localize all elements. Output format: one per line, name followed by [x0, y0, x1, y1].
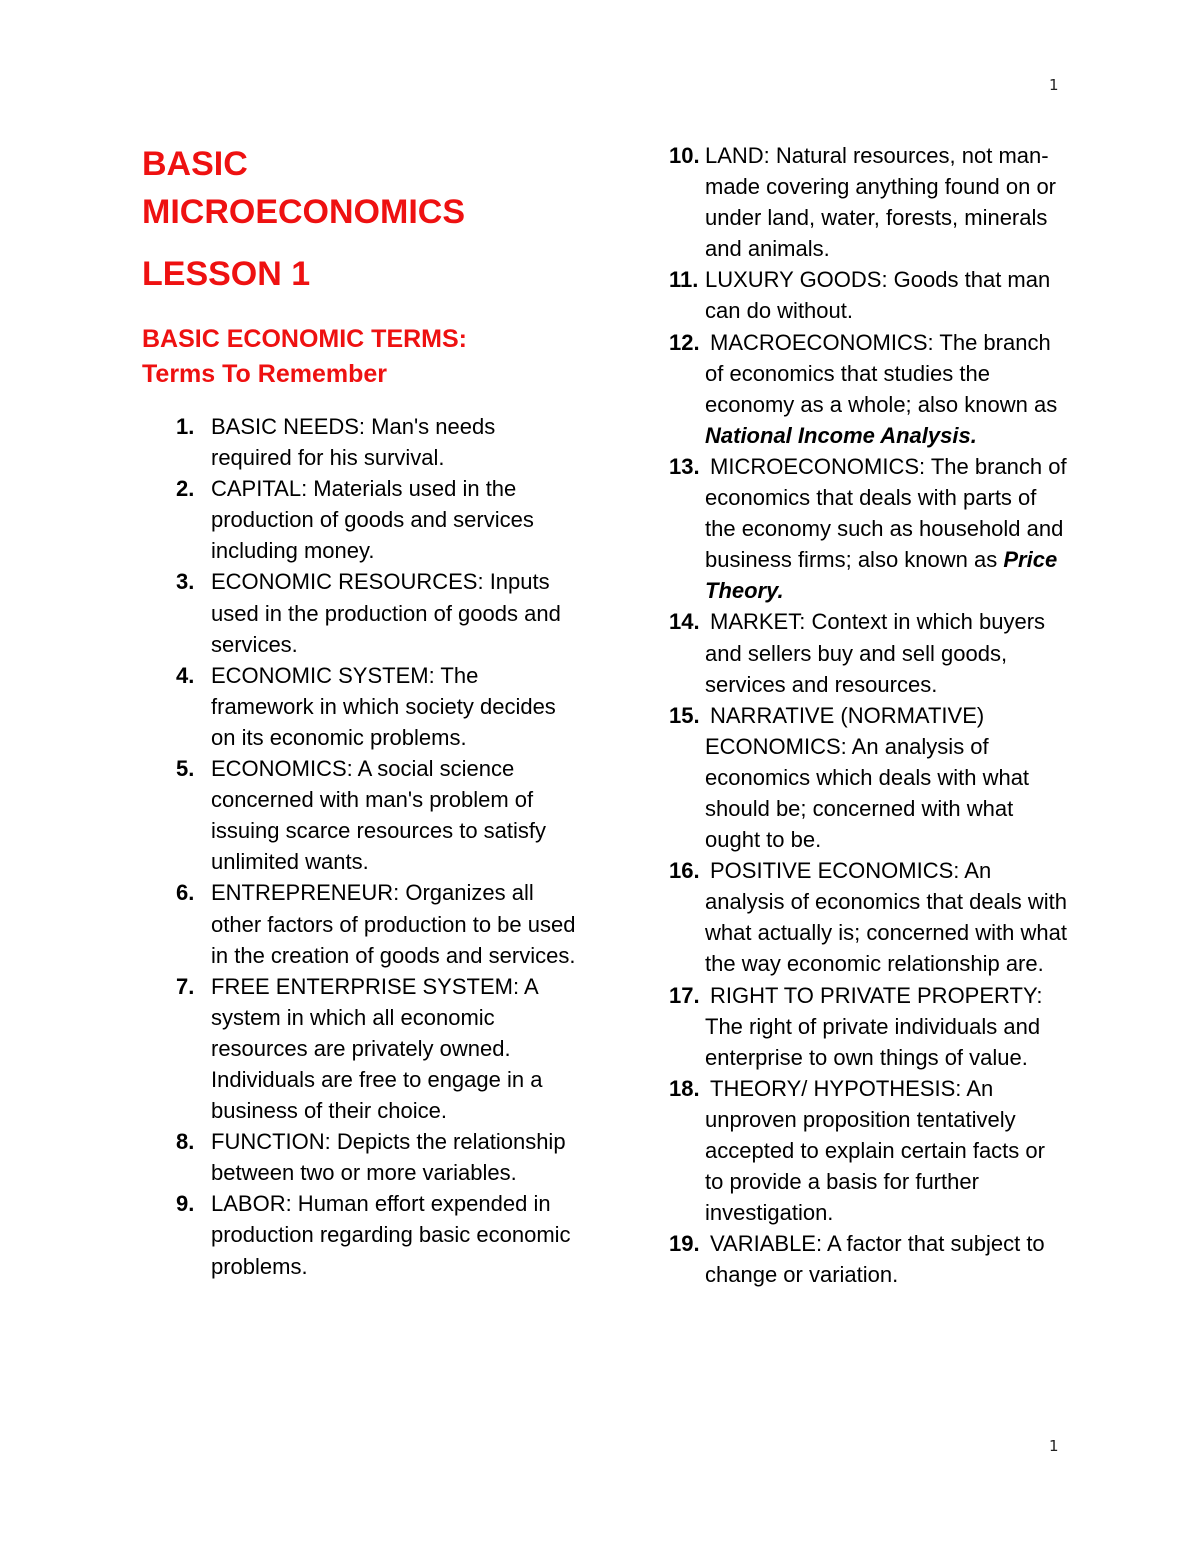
term-item — [142, 660, 582, 753]
term-number: 6. — [176, 880, 195, 906]
term-number: 2. — [176, 476, 195, 502]
subheading-line-2: Terms To Remember — [142, 360, 387, 388]
title-line-2: MICROECONOMICS — [142, 193, 465, 231]
term-text: MARKET: Context in which buyers and sellers buy and sell goods, services and resources. — [705, 609, 1046, 697]
term-number: 9. — [176, 1191, 195, 1217]
term-number: 18. — [669, 1075, 700, 1101]
terms-list-left — [142, 411, 582, 1282]
term-item — [142, 411, 582, 473]
term-text: LUXURY GOODS: Goods that man can do without. — [705, 267, 1051, 324]
term-number: 16. — [669, 858, 700, 884]
term-item — [142, 566, 582, 659]
term-item — [142, 753, 582, 877]
term-item — [142, 1126, 582, 1188]
term-item — [669, 700, 1069, 855]
term-text: ECONOMICS: A social science concerned with man's problem of issuing scarce resources to satisfy unlimited wants. — [211, 756, 547, 875]
document-title — [142, 140, 465, 236]
term-text: NARRATIVE (NORMATIVE) ECONOMICS: An analysis of economics which deals with what should be; concerned with what ought to be. — [705, 702, 1030, 853]
term-emphasis: Price Theory. — [705, 547, 1058, 604]
term-number: 14. — [669, 609, 700, 635]
term-number: 12. — [669, 329, 700, 355]
term-text: ENTREPRENEUR: Organizes all other factors of production to be used in the creation of goods and services. — [211, 880, 576, 968]
term-item — [669, 1073, 1069, 1228]
term-number: 3. — [176, 569, 195, 595]
term-text: FUNCTION: Depicts the relationship between two or more variables. — [211, 1129, 566, 1186]
term-text: THEORY/ HYPOTHESIS: An unproven proposition tentatively accepted to explain certain facts or to provide a basis for further investigation. — [705, 1075, 1045, 1226]
term-item — [142, 473, 582, 566]
term-number: 10. — [669, 143, 700, 168]
term-text: VARIABLE: A factor that subject to change or variation. — [705, 1231, 1045, 1288]
section-subheading — [142, 322, 467, 392]
term-text: ECONOMIC RESOURCES: Inputs used in the production of goods and services. — [211, 569, 561, 657]
term-number: 15. — [669, 702, 700, 728]
term-number: 5. — [176, 756, 195, 782]
term-item — [669, 451, 1069, 606]
term-text: BASIC NEEDS: Man's needs required for his survival. — [211, 414, 496, 471]
term-item — [669, 264, 1069, 326]
term-text: LAND: Natural resources, not man-made covering anything found on or under land, water, forests, minerals and animals. — [705, 143, 1057, 262]
term-text: POSITIVE ECONOMICS: An analysis of economics that deals with what actually is; concerned with what the way economic relationship are. — [705, 858, 1067, 977]
term-number: 11. — [669, 267, 699, 293]
term-number: 7. — [176, 973, 195, 999]
term-text: CAPITAL: Materials used in the production of goods and services including money. — [211, 476, 534, 564]
term-text: FREE ENTERPRISE SYSTEM: A system in which all economic resources are privately owned. Individuals are free to engage in a business of their choice. — [211, 973, 543, 1124]
term-text: RIGHT TO PRIVATE PROPERTY: The right of private individuals and enterprise to own things of value. — [705, 982, 1043, 1070]
term-item — [142, 877, 582, 970]
term-text: LABOR: Human effort expended in production regarding basic economic problems. — [211, 1191, 571, 1279]
term-item — [142, 1188, 582, 1281]
term-number: 13. — [669, 453, 700, 479]
term-item — [669, 855, 1069, 979]
term-text: MACROECONOMICS: The branch of economics that studies the economy as a whole; also known as — [705, 329, 1058, 417]
term-item — [669, 980, 1069, 1073]
title-line-1: BASIC — [142, 145, 248, 183]
term-item — [669, 327, 1069, 451]
term-text: ECONOMIC SYSTEM: The framework in which society decides on its economic problems. — [211, 662, 556, 750]
page-number-bottom: 1 — [1049, 1437, 1059, 1455]
term-item — [142, 971, 582, 1126]
term-number: 8. — [176, 1129, 195, 1155]
term-item — [669, 1228, 1069, 1290]
term-number: 1. — [176, 414, 195, 439]
term-item — [669, 606, 1069, 699]
page-number-top: 1 — [1049, 76, 1059, 94]
term-item — [669, 140, 1069, 264]
terms-list-right — [669, 140, 1069, 1290]
term-emphasis: National Income Analysis. — [705, 422, 977, 448]
subheading-line-1: BASIC ECONOMIC TERMS: — [142, 325, 467, 353]
term-text: MICROECONOMICS: The branch of economics that deals with parts of the economy such as household and business firms; also known as — [705, 453, 1067, 573]
lesson-heading: LESSON 1 — [142, 255, 311, 293]
term-number: 17. — [669, 982, 700, 1008]
term-number: 4. — [176, 662, 195, 688]
term-number: 19. — [669, 1231, 700, 1257]
